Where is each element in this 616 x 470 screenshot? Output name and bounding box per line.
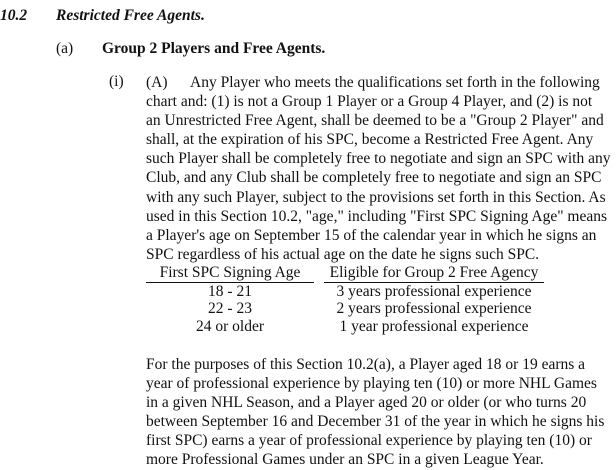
chart-header-eligibility: Eligible for Group 2 Free Agency [324, 264, 544, 283]
paragraph-line: Club, and any Club shall be completely free to negotiate and sign an SPC [146, 169, 602, 187]
chart-header-age: First SPC Signing Age [146, 264, 314, 283]
paragraph-line: SPC regardless of his actual age on the date he signs such SPC. [146, 245, 540, 263]
paragraph-line [146, 73, 616, 92]
chart-header-row [146, 264, 546, 282]
paragraph-line: between September 16 and December 31 of the year in which he signs his [146, 413, 605, 431]
paragraph-line-text: Any Player who meets the qualifications set forth in the following [190, 74, 600, 91]
paragraph-line: For the purposes of this Section 10.2(a), a Player aged 18 or 19 earns a [146, 356, 586, 373]
chart-cell-experience: 2 years professional experience [336, 300, 532, 317]
paragraph-line: chart and: (1) is not a Group 1 Player or a Group 4 Player, and (2) is not [146, 93, 593, 111]
paragraph-line: shall, at the expiration of his SPC, become a Restricted Free Agent. Any [146, 131, 594, 149]
section-title: Restricted Free Agents. [56, 7, 205, 24]
chart-row [146, 318, 546, 336]
paragraph-line: in a given NHL Season, and a Player aged 20 or older (or who turns 20 [146, 394, 587, 412]
paragraph-line: such Player shall be completely free to negotiate and sign an SPC with any [146, 150, 611, 168]
subsection-marker: (a) [56, 40, 74, 57]
eligibility-chart [146, 264, 546, 335]
subparagraph-marker: (A) [146, 74, 168, 91]
section-heading [0, 7, 205, 25]
chart-cell-age: 22 - 23 [208, 300, 252, 317]
paragraph-i-body [146, 73, 616, 264]
paragraph-line: year of professional experience by playing ten (10) or more NHL Games [146, 375, 597, 393]
subsection-title: Group 2 Players and Free Agents. [102, 40, 326, 57]
paragraph-line: a Player's age on September 15 of the calendar year in which he signs an [146, 226, 597, 244]
paragraph-line: first SPC) earns a year of professional experience by playing ten (10) or [146, 432, 592, 450]
chart-row [146, 283, 546, 301]
paragraph-line: more Professional Games under an SPC in a given League Year. [146, 451, 544, 469]
chart-cell-experience: 1 year professional experience [339, 317, 529, 335]
chart-cell-age: 24 or older [195, 317, 264, 335]
paragraph-line: with any such Player, subject to the provisions set forth in this Section. As [146, 188, 606, 206]
chart-cell-age: 18 - 21 [208, 282, 252, 300]
subsection-heading [56, 40, 325, 58]
chart-row [146, 300, 546, 318]
section-number: 10.2 [0, 7, 28, 24]
paragraph-line: used in this Section 10.2, "age," including "First SPC Signing Age" means [146, 207, 608, 225]
chart-cell-experience: 3 years professional experience [336, 282, 532, 300]
paragraph-line: an Unrestricted Free Agent, shall be deemed to be a "Group 2 Player" and [146, 112, 604, 130]
paragraph-marker: (i) [109, 73, 124, 90]
paragraph-2-body [146, 355, 616, 470]
